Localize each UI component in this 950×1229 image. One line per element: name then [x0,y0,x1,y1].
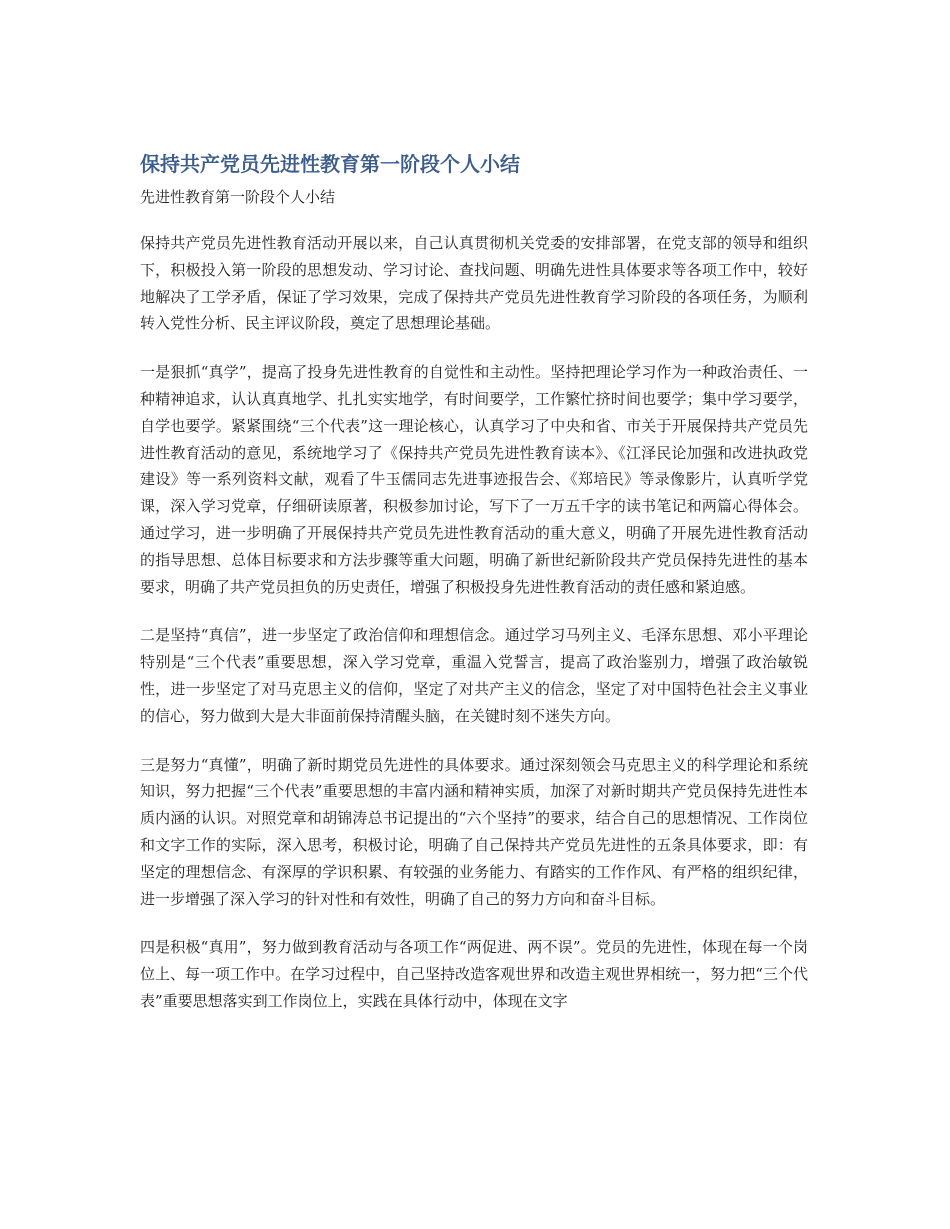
document-page [140,148,808,1015]
paragraph-belief: 二是坚持“真信”，进一步坚定了政治信仰和理想信念。通过学习马列主义、毛泽东思想、邓小平理论特别是“三个代表”重要思想，深入学习党章，重温入党誓言，提高了政治鉴别力，增强了政治敏锐性，进一步坚定了对马克思主义的信仰，坚定了对共产主义的信念，坚定了对中国特色社会主义事业的信心，努力做到大是大非面前保持清醒头脑，在关键时刻不迷失方向。 [140,626,808,725]
paragraph-study: 一是狠抓“真学”，提高了投身先进性教育的自觉性和主动性。坚持把理论学习作为一种政治责任、一种精神追求，认认真真地学、扎扎实实地学，有时间要学，工作繁忙挤时间也要学；集中学习要学，自学也要学。紧紧围绕“三个代表”这一理论核心，认真学习了中央和省、市关于开展保持共产党员先进性教育活动的意见，系统地学习了《保持共产党员先进性教育读本》、《江泽民论加强和改进执政党建设》等一系列资料文献，观看了牛玉儒同志先进事迹报告会、《郑培民》等录像影片，认真听学党课，深入学习党章，仔细研读原著，积极参加讨论，写下了一万五千字的读书笔记和两篇心得体会。通过学习，进一步明确了开展保持共产党员先进性教育活动的重大意义，明确了开展先进性教育活动的指导思想、总体目标要求和方法步骤等重大问题，明确了新世纪新阶段共产党员保持先进性的基本要求，明确了共产党员担负的历史责任，增强了积极投身先进性教育活动的责任感和紧迫感。 [140,363,808,596]
paragraph-intro: 保持共产党员先进性教育活动开展以来，自己认真贯彻机关党委的安排部署，在党支部的领导和组织下，积极投入第一阶段的思想发动、学习讨论、查找问题、明确先进性具体要求等各项工作中，较好地解决了工学矛盾，保证了学习效果，完成了保持共产党员先进性教育学习阶段的各项任务，为顺利转入党性分析、民主评议阶段，奠定了思想理论基础。 [140,234,808,333]
document-subtitle: 先进性教育第一阶段个人小结 [140,188,336,206]
document-title: 保持共产党员先进性教育第一阶段个人小结 [140,152,520,176]
paragraph-understanding: 三是努力“真懂”，明确了新时期党员先进性的具体要求。通过深刻领会马克思主义的科学理论和系统知识，努力把握“三个代表”重要思想的丰富内涵和精神实质，加深了对新时期共产党员保持先进性本质内涵的认识。对照党章和胡锦涛总书记提出的“六个坚持”的要求，结合自己的思想情况、工作岗位和文字工作的实际，深入思考，积极讨论，明确了自己保持共产党员先进性的五条具体要求，即：有坚定的理想信念、有深厚的学识积累、有较强的业务能力、有踏实的工作作风、有严格的组织纪律，进一步增强了深入学习的针对性和有效性，明确了自己的努力方向和奋斗目标。 [140,755,808,908]
paragraph-application: 四是积极“真用”，努力做到教育活动与各项工作“两促进、两不误”。党员的先进性，体现在每一个岗位上、每一项工作中。在学习过程中，自己坚持改造客观世界和改造主观世界相统一，努力把“三个代表”重要思想落实到工作岗位上，实践在具体行动中，体现在文字 [140,938,808,1010]
